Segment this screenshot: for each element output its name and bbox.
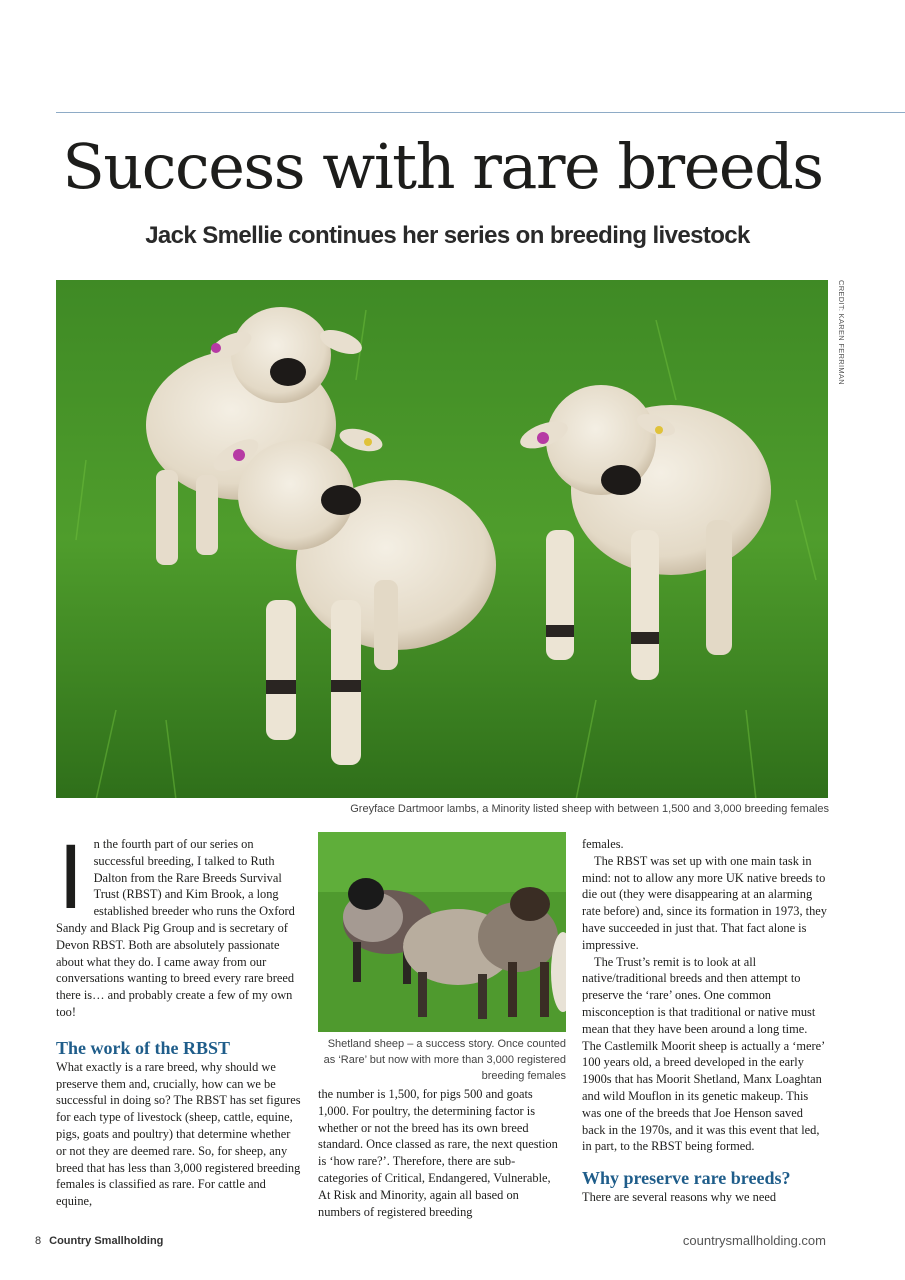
header-rule xyxy=(56,112,905,113)
rbst-paragraph-continued: the number is 1,500, for pigs 500 and goats 1,000. For poultry, the determining factor is whether or not the breed has its own breed standard. Once classed as rare, the next question is ‘how rare?’. Therefore, there are sub-categories of Critical, Endangered, Vulnerable, At Risk and Minority, again all based on numbers of registered breeding xyxy=(318,1087,558,1219)
text-column-3 xyxy=(582,836,828,1206)
article-title: Success with rare breeds xyxy=(62,130,823,203)
text-column-1 xyxy=(56,826,302,1210)
page-number: 8 xyxy=(35,1235,42,1247)
publication-name: Country Smallholding xyxy=(49,1235,164,1247)
drop-cap: I xyxy=(58,826,84,928)
hero-photo-lambs xyxy=(56,280,828,798)
article-subtitle: Jack Smellie continues her series on breeding livestock xyxy=(145,222,750,249)
section-heading-rbst: The work of the RBST xyxy=(56,1037,231,1058)
footer-website: countrysmallholding.com xyxy=(682,1233,826,1248)
intro-paragraph xyxy=(56,826,302,1021)
trust-remit-paragraph: The Trust’s remit is to look at all native/traditional breeds and then attempt to preserve the ‘rare’ ones. One common misconception is that traditional or native must mean that they have been around a long time. The Castlemilk Moorit sheep is actually a ‘mere’ 100 years old, a breed developed in the early 1900s that has Moorit Shetland, Manx Loaghtan and wild Mouflon in its genetic makeup. This was one of the breeds that Joe Henson saved back in the 1970s, and it was this event that led, in part, to the RBST being formed. xyxy=(582,954,825,1154)
intro-text: n the fourth part of our series on successful breeding, I talked to Ruth Dalton from the Rare Breeds Survival Trust (RBST) and Kim Brook, a long established breeder who runs the Oxford Sandy and Black Pig Group and is secretary of Devon RBST. Both are absolutely passionate about what they do. I came away from our conversations wanting to breed every rare breed there is… and probably create a few of my own too! xyxy=(56,837,295,1019)
inset-photo-shetland-sheep xyxy=(318,832,566,1032)
footer-left xyxy=(35,1235,163,1247)
section-heading-why-preserve: Why preserve rare breeds? xyxy=(582,1168,791,1189)
text-column-2 xyxy=(318,1086,564,1220)
why-preserve-paragraph: There are several reasons why we need xyxy=(582,1190,777,1205)
inset-caption: Shetland sheep – a success story. Once counted as ‘Rare’ but now with more than 3,000 registered breeding females xyxy=(323,1038,566,1082)
photo-credit: CREDIT: KAREN FERRIMAN xyxy=(837,280,846,385)
rbst-origin-paragraph: The RBST was set up with one main task in mind: not to allow any more UK native breeds to die out (they were disappearing at an alarming rate before) and, since its formation in 1973, they have succeeded in just that. That fact alone is impressive. xyxy=(582,853,827,952)
rbst-paragraph: What exactly is a rare breed, why should we preserve them and, crucially, how can we be successful in doing so? The RBST has set figures for each type of livestock (sheep, cattle, equine, pigs, goats and poultry) that determine whether or not they are deemed rare. So, for sheep, any breed that has less than 3,000 registered breeding females is classified as rare. For cattle and equine, xyxy=(56,1059,301,1209)
females-continuation: females. xyxy=(582,837,624,851)
hero-caption: Greyface Dartmoor lambs, a Minority listed sheep with between 1,500 and 3,000 breeding females xyxy=(350,803,829,815)
